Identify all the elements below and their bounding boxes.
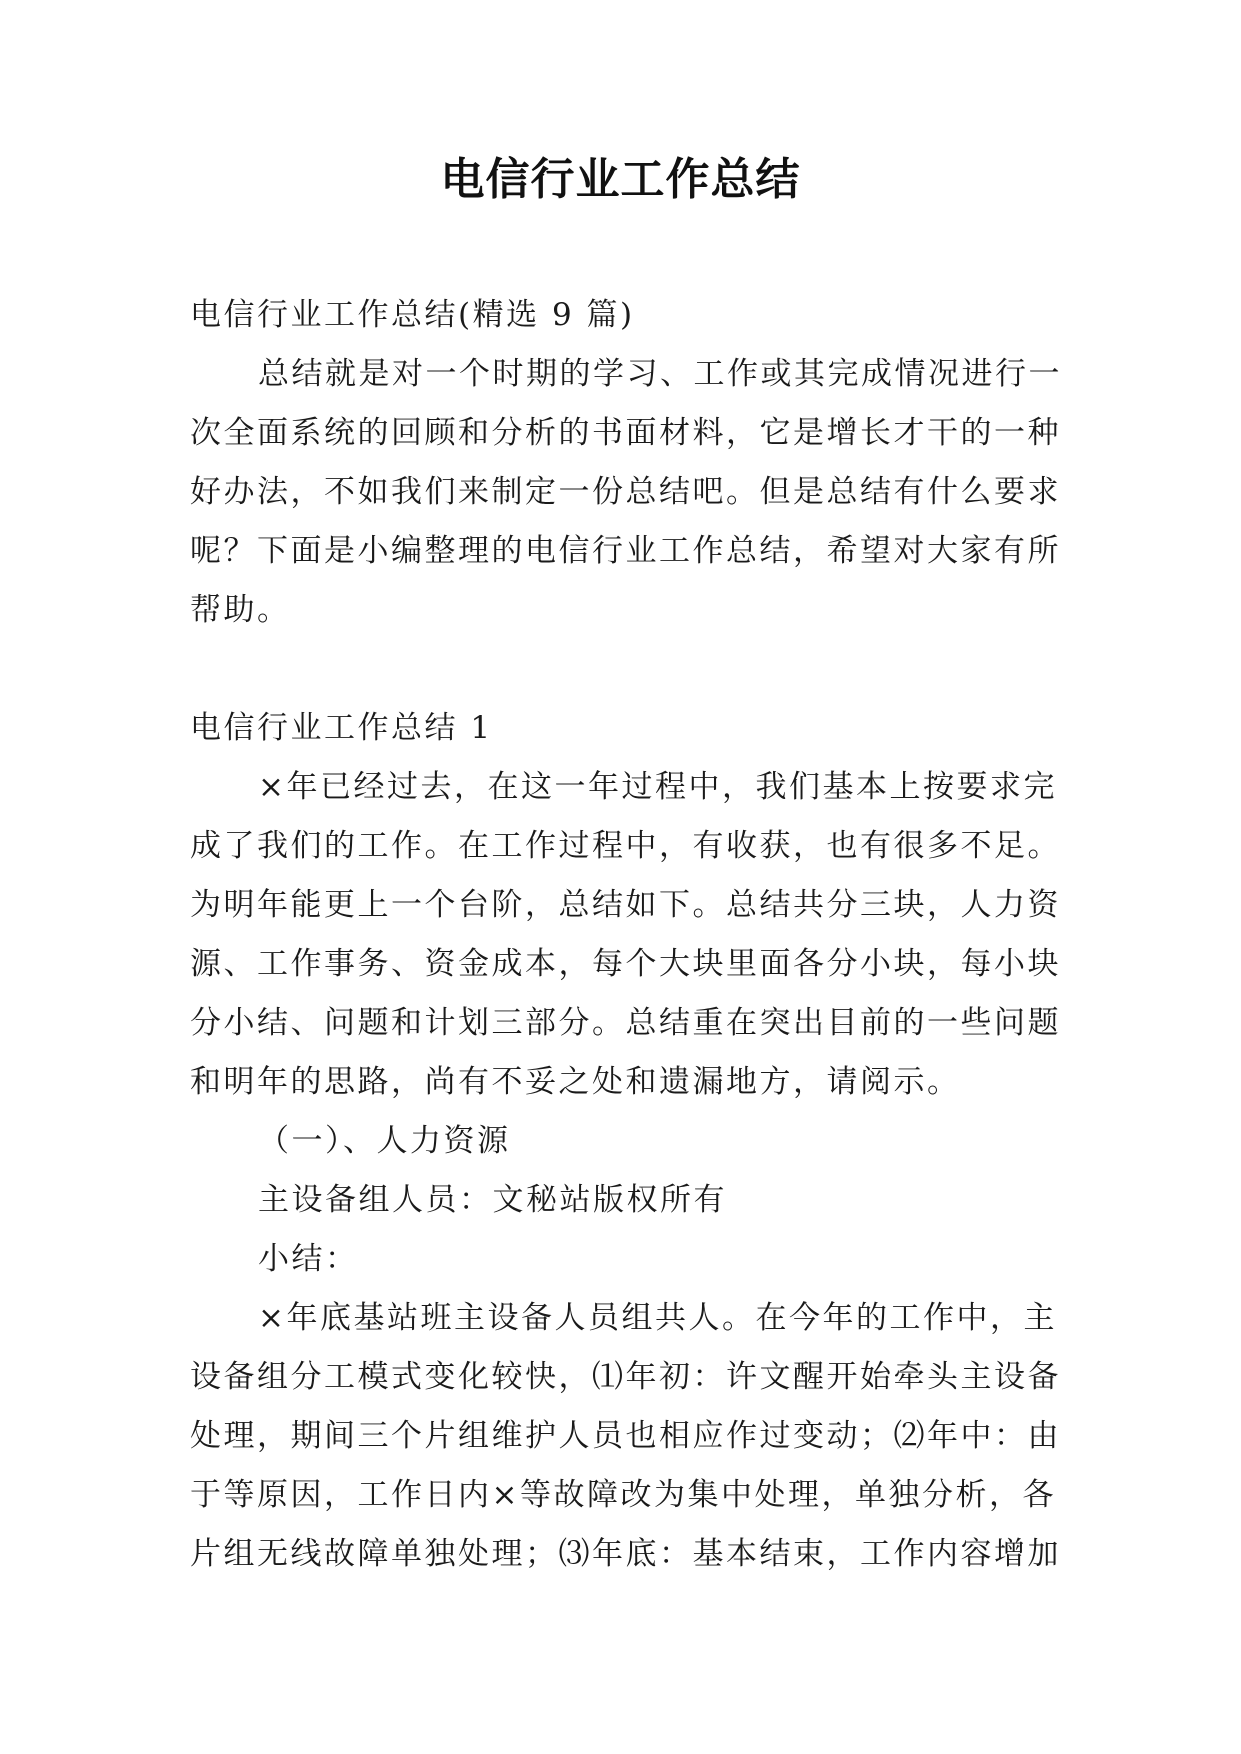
section-line: 源、工作事务、资金成本，每个大块里面各分小块，每小块 bbox=[190, 946, 1061, 982]
intro-line: 好办法，不如我们来制定一份总结吧。但是总结有什么要求 bbox=[190, 474, 1061, 510]
summary-line: 处理，期间三个片组维护人员也相应作过变动；⑵年中：由 bbox=[190, 1418, 1061, 1454]
summary-label: 小结： bbox=[258, 1241, 359, 1277]
summary-line: 片组无线故障单独处理；⑶年底：基本结束，工作内容增加 bbox=[190, 1536, 1061, 1572]
summary-line: ×年底基站班主设备人员组共人。在今年的工作中，主 bbox=[258, 1300, 1057, 1336]
document-body bbox=[190, 286, 1062, 1584]
sub-heading: （一）、人力资源 bbox=[258, 1123, 511, 1159]
section-line: 为明年能更上一个台阶，总结如下。总结共分三块，人力资 bbox=[190, 887, 1061, 923]
intro-line: 总结就是对一个时期的学习、工作或其完成情况进行一 bbox=[258, 356, 1062, 392]
intro-line: 呢？下面是小编整理的电信行业工作总结，希望对大家有所 bbox=[190, 533, 1061, 569]
intro-line: 帮助。 bbox=[190, 592, 291, 628]
document-title: 电信行业工作总结 bbox=[440, 154, 801, 205]
intro-line: 次全面系统的回顾和分析的书面材料，它是增长才干的一种 bbox=[190, 415, 1061, 451]
section-line: 成了我们的工作。在工作过程中，有收获，也有很多不足。 bbox=[190, 828, 1061, 864]
summary-line: 于等原因，工作日内×等故障改为集中处理，单独分析，各 bbox=[190, 1477, 1056, 1513]
section-line: 分小结、问题和计划三部分。总结重在突出目前的一些问题 bbox=[190, 1005, 1061, 1041]
section-heading: 电信行业工作总结 1 bbox=[190, 710, 493, 746]
staff-line: 主设备组人员：文秘站版权所有 bbox=[258, 1182, 727, 1218]
summary-line: 设备组分工模式变化较快，⑴年初：许文醒开始牵头主设备 bbox=[190, 1359, 1061, 1395]
section-line: 和明年的思路，尚有不妥之处和遗漏地方，请阅示。 bbox=[190, 1064, 961, 1100]
document-subtitle: 电信行业工作总结(精选 9 篇) bbox=[190, 297, 635, 333]
paragraph-spacer bbox=[190, 640, 1052, 699]
section-line: ×年已经过去，在这一年过程中，我们基本上按要求完 bbox=[258, 769, 1057, 805]
